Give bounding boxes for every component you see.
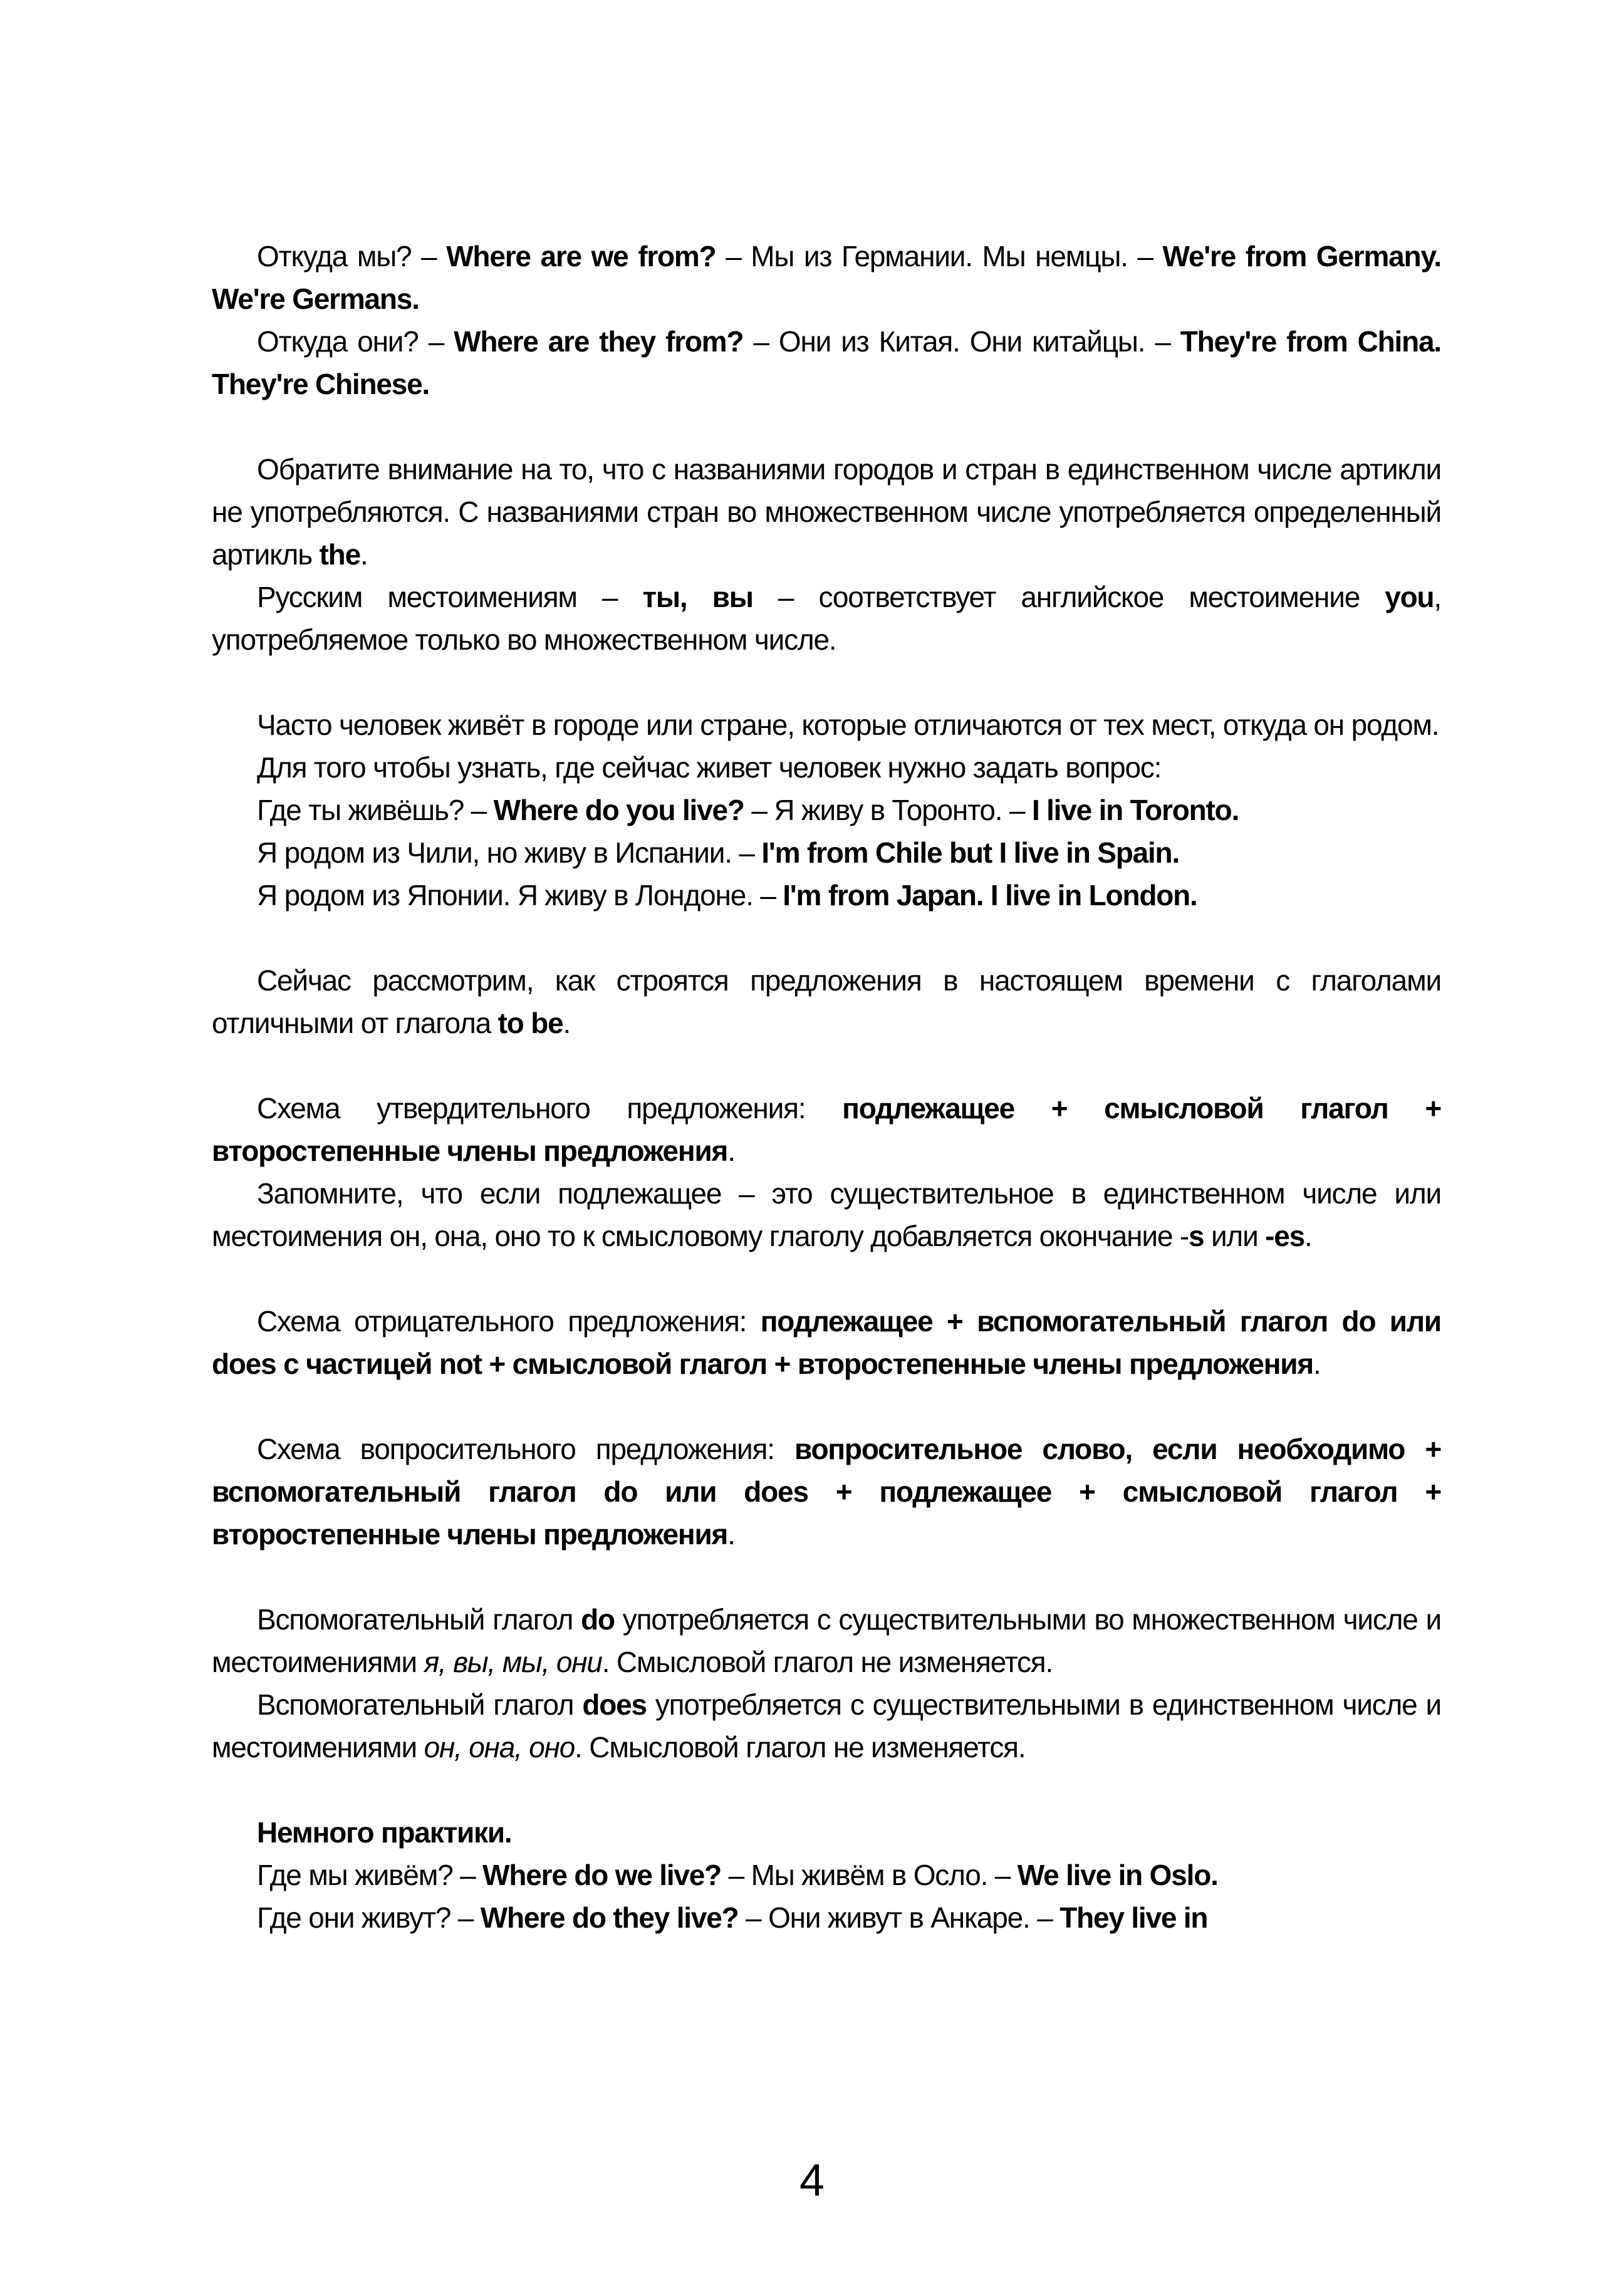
document-page bbox=[212, 235, 1441, 1939]
bold-text: подлежащее + смысловой глагол + второстепенные члены предложения bbox=[212, 1092, 1441, 1167]
text-run: Я родом из Чили, но живу в Испании. – bbox=[257, 836, 762, 869]
paragraph-p8 bbox=[212, 831, 1441, 874]
text-run: Где ты живёшь? – bbox=[257, 794, 494, 826]
text-run: Обратите внимание на то, что с названиями городов и стран в единственном числе артикли не употребляются. С названиями стран во множественном числе употребляется определенный артикль bbox=[212, 453, 1441, 571]
text-run: . Смысловой глагол не изменяется. bbox=[575, 1731, 1026, 1764]
paragraph-p14 bbox=[212, 1428, 1441, 1556]
paragraph-p3 bbox=[212, 448, 1441, 576]
text-run: Схема отрицательного предложения: bbox=[257, 1305, 761, 1338]
text-run: употребляется с существительными в единственном числе и местоимениями bbox=[212, 1688, 1441, 1764]
paragraph-p11 bbox=[212, 1087, 1441, 1172]
paragraph-p12 bbox=[212, 1172, 1441, 1257]
text-run: . Смысловой глагол не изменяется. bbox=[601, 1646, 1053, 1678]
text-run: Я родом из Японии. Я живу в Лондоне. – bbox=[257, 879, 783, 912]
paragraph-p2 bbox=[212, 320, 1441, 405]
paragraph-p18 bbox=[212, 1854, 1441, 1896]
text-run: – Мы из Германии. Мы немцы. – bbox=[716, 240, 1163, 273]
bold-text: does bbox=[582, 1688, 647, 1721]
bold-text: Where do we live? bbox=[482, 1859, 722, 1891]
text-run: . bbox=[1313, 1348, 1321, 1380]
bold-text: Немного практики. bbox=[257, 1816, 512, 1849]
bold-text: I'm from Japan. I live in London. bbox=[783, 879, 1197, 912]
text-run: . bbox=[1304, 1220, 1312, 1252]
text-run: – Они живут в Анкаре. – bbox=[738, 1901, 1060, 1934]
text-run: Где мы живём? – bbox=[257, 1859, 483, 1891]
paragraph-gap bbox=[212, 661, 1441, 704]
page-number: 4 bbox=[799, 2156, 825, 2206]
paragraph-gap bbox=[212, 1257, 1441, 1300]
bold-text: вопросительное слово, если необходимо + вспомогательный глагол do или does + подлежащее + смысловой глагол + второстепенные члены предложения bbox=[212, 1433, 1441, 1551]
bold-text: Where are we from? bbox=[446, 240, 716, 273]
text-run: – Они из Китая. Они китайцы. – bbox=[743, 325, 1180, 358]
paragraph-gap bbox=[212, 1556, 1441, 1598]
bold-text: s bbox=[1188, 1220, 1204, 1252]
paragraph-p9 bbox=[212, 874, 1441, 917]
text-run: употребляется с существительными во множественном числе и местоимениями bbox=[212, 1603, 1441, 1678]
italic-text: я, вы, мы, они bbox=[424, 1646, 602, 1678]
bold-text: We're from Germany. We're Germans. bbox=[212, 240, 1442, 315]
bold-text: you bbox=[1385, 581, 1434, 613]
paragraph-p4 bbox=[212, 576, 1441, 661]
text-run: Схема вопросительного предложения: bbox=[257, 1433, 794, 1465]
text-run: Для того чтобы узнать, где сейчас живет человек нужно задать вопрос: bbox=[257, 751, 1162, 784]
text-run: Где они живут? – bbox=[257, 1901, 481, 1934]
bold-text: I'm from Chile but I live in Spain. bbox=[761, 836, 1180, 869]
bold-text: Where are they from? bbox=[454, 325, 744, 358]
paragraph-p10 bbox=[212, 959, 1441, 1044]
text-run: . bbox=[727, 1135, 735, 1167]
text-run: . bbox=[727, 1518, 735, 1551]
bold-text: to be bbox=[497, 1007, 563, 1039]
paragraph-p5 bbox=[212, 704, 1441, 746]
text-run: Откуда они? – bbox=[257, 325, 454, 358]
bold-text: They live in bbox=[1059, 1901, 1208, 1934]
paragraph-p1 bbox=[212, 235, 1441, 320]
text-run: Запомните, что если подлежащее – это существительное в единственном числе или местоимения он, она, оно то к смысловому глаголу добавляется окончание - bbox=[212, 1177, 1441, 1252]
bold-text: Where do you live? bbox=[493, 794, 744, 826]
paragraph-p19 bbox=[212, 1896, 1441, 1939]
text-run: Вспомогательный глагол bbox=[257, 1603, 581, 1636]
paragraph-gap bbox=[212, 1385, 1441, 1428]
paragraph-gap bbox=[212, 1769, 1441, 1811]
text-run: , употребляемое только во множественном числе. bbox=[212, 581, 1441, 656]
text-run: Схема утвердительного предложения: bbox=[257, 1092, 843, 1125]
text-run: . bbox=[360, 538, 368, 571]
text-run: – Я живу в Торонто. – bbox=[744, 794, 1032, 826]
text-run: Часто человек живёт в городе или стране, которые отличаются от тех мест, откуда он родом. bbox=[257, 709, 1439, 741]
text-run: Вспомогательный глагол bbox=[257, 1688, 583, 1721]
bold-text: the bbox=[319, 538, 360, 571]
paragraph-p7 bbox=[212, 789, 1441, 831]
bold-text: We live in Oslo. bbox=[1017, 1859, 1218, 1891]
text-run: Русским местоимениям – bbox=[257, 581, 643, 613]
bold-text: do bbox=[581, 1603, 615, 1636]
bold-text: They're from China. They're Chinese. bbox=[212, 325, 1441, 400]
bold-text: ты, вы bbox=[642, 581, 753, 613]
bold-text: -es bbox=[1265, 1220, 1305, 1252]
text-run: – Мы живём в Осло. – bbox=[721, 1859, 1018, 1891]
text-run: Откуда мы? – bbox=[257, 240, 447, 273]
paragraph-p6 bbox=[212, 746, 1441, 789]
text-run: Сейчас рассмотрим, как строятся предложения в настоящем времени с глаголами отличными от глагола bbox=[212, 964, 1441, 1039]
bold-text: Where do they live? bbox=[480, 1901, 739, 1934]
text-run: или bbox=[1204, 1220, 1266, 1252]
paragraph-gap bbox=[212, 1044, 1441, 1087]
text-run: – соответствует английское местоимение bbox=[752, 581, 1385, 613]
paragraph-p17 bbox=[212, 1811, 1441, 1854]
paragraph-p15 bbox=[212, 1598, 1441, 1683]
text-run: . bbox=[563, 1007, 571, 1039]
paragraph-gap bbox=[212, 917, 1441, 959]
paragraph-p16 bbox=[212, 1683, 1441, 1769]
bold-text: подлежащее + вспомогательный глагол do или does с частицей not + смысловой глагол + второстепенные члены предложения bbox=[212, 1305, 1441, 1380]
bold-text: I live in Toronto. bbox=[1031, 794, 1239, 826]
paragraph-gap bbox=[212, 405, 1441, 448]
italic-text: он, она, оно bbox=[424, 1731, 575, 1764]
paragraph-p13 bbox=[212, 1300, 1441, 1385]
